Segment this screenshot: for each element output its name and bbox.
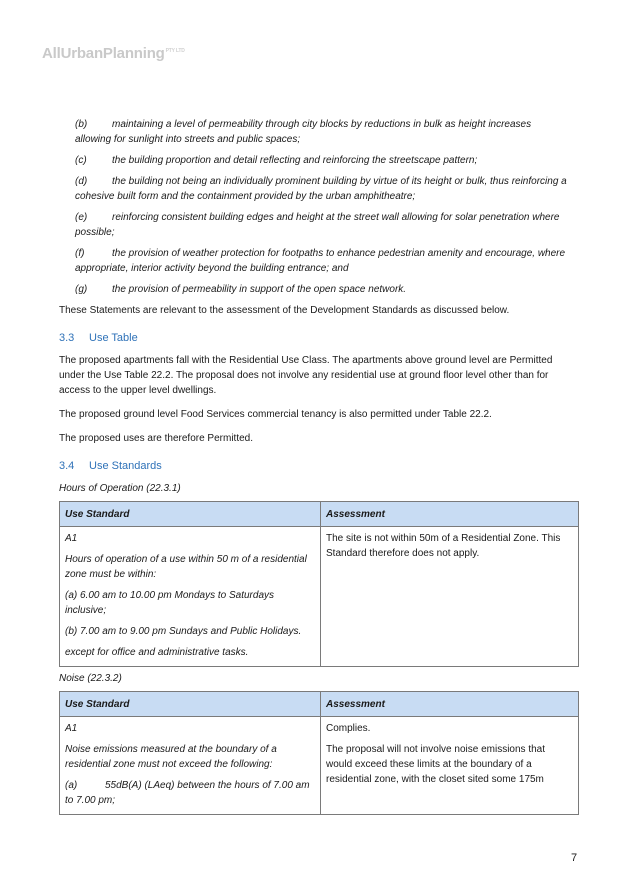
column-header: Assessment (321, 692, 579, 717)
criterion-item: (f) the provision of weather protection for footpaths to enhance pedestrian amenity and encourage, where appropriate, interior activity beyond the building entrance; and (75, 248, 566, 274)
noise-table (59, 691, 579, 815)
assessment-cell: Complies. The proposal will not involve noise emissions that would exceed these limits at the boundary of a residential zone, with the closet sited some 175m (321, 717, 579, 815)
criterion-item: (c) the building proportion and detail reflecting and reinforcing the streetscape pattern; (75, 155, 478, 166)
assessment-cell: The site is not within 50m of a Residential Zone. This Standard therefore does not apply. (321, 527, 579, 667)
noise-table-caption: Noise (22.3.2) (59, 673, 122, 684)
use-table-paragraph: The proposed apartments fall with the Residential Use Class. The apartments above ground level are Permitted under the Use Table 22.2. The proposal does not involve any residential use at ground floor level other than for access to the upper level dwellings. (59, 355, 553, 396)
logo-suffix: PTY LTD (165, 48, 185, 54)
criterion-item: (b) maintaining a level of permeability through city blocks by reductions in bulk as height increases allowing for sunlight into streets and public spaces; (75, 119, 532, 145)
hours-table-caption: Hours of Operation (22.3.1) (59, 483, 181, 494)
column-header: Assessment (321, 502, 579, 527)
hours-of-operation-table (59, 501, 579, 667)
column-header: Use Standard (60, 502, 321, 527)
standard-cell: A1 Noise emissions measured at the boundary of a residential zone must not exceed the following: (a) 55dB(A) (LAeq) between the hours of 7.00 am to 7.00 pm; (60, 717, 321, 815)
company-logo (42, 45, 185, 62)
page-number: 7 (571, 852, 578, 864)
criterion-item: (g) the provision of permeability in support of the open space network. (75, 284, 407, 295)
column-header: Use Standard (60, 692, 321, 717)
criterion-item: (d) the building not being an individually prominent building by virtue of its height or bulk, thus reinforcing a cohesive built form and the containment provided by the urban amphitheatre; (75, 176, 567, 202)
criteria-list (59, 117, 567, 297)
document-body (59, 117, 567, 819)
section-heading-use-standards: 3.4 Use Standards (59, 460, 162, 472)
statement-paragraph: These Statements are relevant to the assessment of the Development Standards as discussed below. (59, 305, 510, 316)
use-table-paragraph: The proposed uses are therefore Permitted. (59, 433, 253, 444)
standard-cell: A1 Hours of operation of a use within 50 m of a residential zone must be within: (a) 6.00 am to 10.00 pm Mondays to Saturdays inclusive; (b) 7.00 am to 9.00 pm Sundays and Public Holidays. except for office and administrative tasks. (60, 527, 321, 667)
section-heading-use-table: 3.3 Use Table (59, 332, 138, 344)
criterion-item: (e) reinforcing consistent building edges and height at the street wall allowing for solar penetration where possible; (75, 212, 560, 238)
use-table-paragraph: The proposed ground level Food Services commercial tenancy is also permitted under Table 22.2. (59, 409, 492, 420)
logo-text: AllUrbanPlanning (42, 45, 165, 62)
